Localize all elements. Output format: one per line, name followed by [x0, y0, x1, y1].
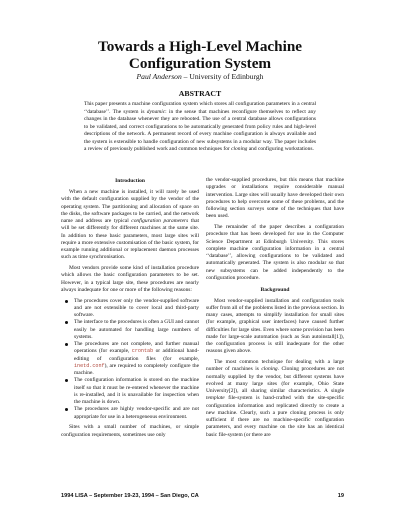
code-crontab: crontab [131, 348, 154, 355]
author-affiliation: – University of Edinburgh [181, 72, 264, 81]
right-column [206, 177, 344, 442]
intro-paragraph-3: Sites with a small number of machines, or simple configuration requirements, sometimes use only [61, 424, 199, 438]
code-inetd-conf: inetd.conf [74, 362, 105, 369]
left-column [61, 177, 199, 442]
bullet-icon [65, 321, 68, 324]
page-number: 19 [337, 493, 344, 499]
author-name: Paul Anderson [136, 72, 182, 81]
introduction-heading: Introduction [115, 178, 145, 184]
author-line [0, 72, 400, 81]
abstract-text: This paper presents a machine configuration system which stores all configuration parameters in a central ‘‘database’’. The system is dynamic: in the sense that machines reconfigure themselves to reflect any changes in the database whenever they are rebooted. The use of a central database allows configurations to be validated, and correct configurations to be automatically generated from policy rules and high-level descriptions of the network. A permanent record of every machine configuration is always available and the system is extensible to handle configuration of new subsystems in a modular way. The paper includes a review of previously published work and common techniques for cloning and configuring workstations. [84, 101, 316, 153]
list-item: The interface to the procedures is often a GUI and cannot easily be automated for handling large numbers of systems. [61, 319, 199, 341]
title-line-1: Towards a High-Level Machine [97, 38, 303, 55]
list-item: The configuration information is stored on the machine itself so that it must be re-entered whenever the machine is re-installed, and it is unavailable for inspection when the machine is down. [61, 377, 199, 406]
bullet-icon [65, 408, 68, 411]
abstract-heading: ABSTRACT [178, 89, 222, 98]
bullet-icon [65, 379, 68, 382]
background-paragraph-1: Most vendor-supplied installation and configuration tools suffer from all of the problems listed in the previous section. In many cases, attempts to simplify installation for small sites (for example, graphical user interfaces) have caused further difficulties for large sites. Even where some provision has been made for large-scale automation (such as Sun autoinstall[1]), the configuration process is still inadequate for the other reasons given above. [206, 297, 344, 355]
list-item: The procedures cover only the vendor-supplied software and are not extensible to cover local and third-party software. [61, 298, 199, 320]
list-item: The procedures are highly vendor-specific and are not appropriate for use in a heterogeneous environment. [61, 406, 199, 421]
intro-paragraph-2: Most vendors provide some kind of installation procedure which allows the basic configuration parameters to be set. However, in a typical large site, these procedures are nearly always inadequate for one or more of the following reasons: [61, 265, 199, 293]
bullet-icon [65, 300, 68, 303]
right-paragraph-2: The remainder of the paper describes a configuration procedure that has been developed for use in the Computer Science Department at Edinburgh University. This stores complete machine configuration information in a central ‘‘database’’, allowing configurations to be validated and automatically generated. The system is also modular so that new subsystems can be added independently to the configuration procedure. [206, 224, 344, 281]
right-paragraph-1: the vendor-supplied procedures, but this means that machine upgrades or installations require considerable manual intervention. Large sites will usually have developed their own procedures to help overcome some of these problems, and the following section surveys some of the techniques that have been used. [206, 177, 344, 220]
background-heading: Background [260, 286, 290, 293]
intro-paragraph-1: When a new machine is installed, it will rarely be used with the default configuration supplied by the vendor of the operating system. The partitioning and allocation of space on the disks, the software packages to be carried, and the network name and address are typical configuration parameters that will be set differently for different machines at the same site. In addition to these basic parameters, most large sites will require a more extensive customisation of the basic system, for example running additional or replacement daemon processes such as time synchronisation. [61, 189, 200, 261]
list-item: The procedures are not complete, and further manual operations (for example, crontab or additional hand-editing of configuration files (for example, inetd.conf), are required to completely configure the machine. [61, 341, 199, 377]
bullet-icon [65, 343, 68, 346]
reasons-list [61, 298, 199, 421]
title-line-2: Configuration System [128, 55, 272, 72]
conference-info: 1994 LISA – September 19-23, 1994 – San Diego, CA [61, 493, 199, 499]
paper-title [0, 38, 400, 72]
background-paragraph-2: The most common technique for dealing with a large number of machines is cloning. Cloning procedures are not normally supplied by the vendor, but different systems have evolved at many large sites (for example, Ohio State University[2]), all sharing similar characteristics. A single template file-system is hand-crafted with the site-specific configuration information and replicated directly to create a new machine. Clearly, such a pure cloning process is only sufficient if there are no machine-specific configuration parameters, and every machine on the site has an identical basic file-system (or there are [206, 359, 344, 438]
